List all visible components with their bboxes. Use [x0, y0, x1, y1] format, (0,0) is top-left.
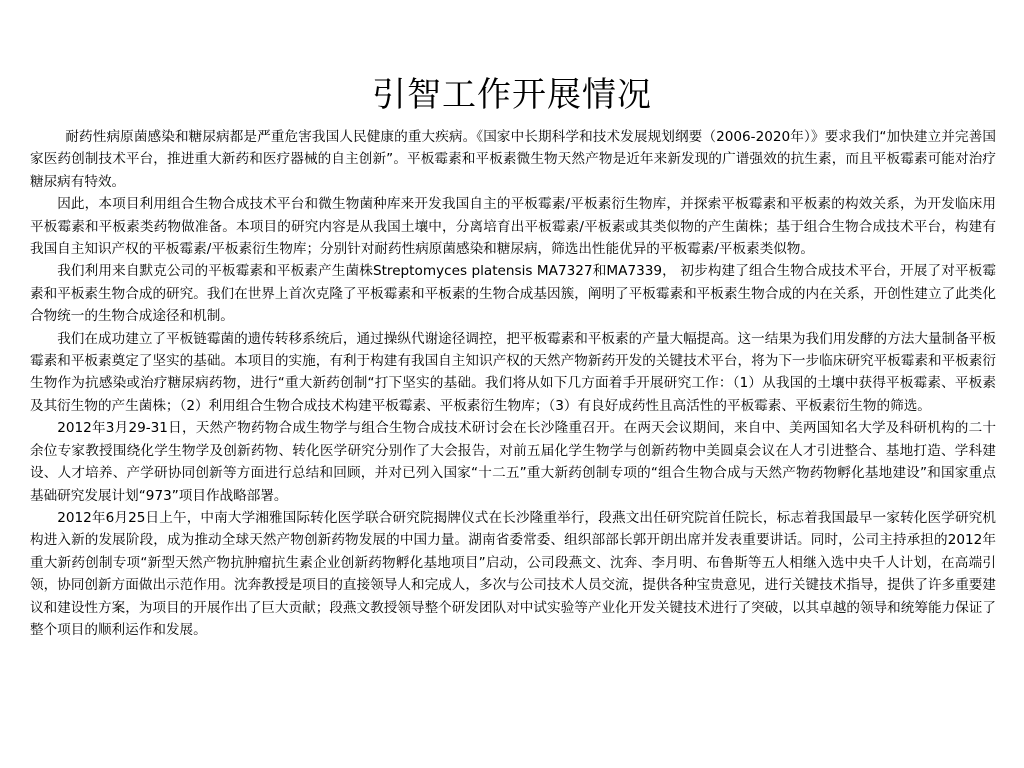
paragraph-project-content: 因此，本项目利用组合生物合成技术平台和微生物菌种库来开发我国自主的平板霉素/平板素衍生物库，并探索平板霉素和平板素的构效关系，为开发临床用平板霉素和平板素类药物做准备。本项目的研究内容是从我国土壤中，分离培育出平板霉素/平板素或其类似物的产生菌株；基于组合生物合成技术平台，构建有我国自主知识产权的平板霉素/平板素衍生物库；分别针对耐药性病原菌感染和糖尿病，筛选出性能优异的平板霉素/平板素类似物。: [30, 196, 996, 258]
slide-body: [30, 126, 996, 641]
paragraph-biosynthesis-research: 我们利用来自默克公司的平板霉素和平板素产生菌株Streptomyces platensis MA7327和MA7339， 初步构建了组合生物合成技术平台，开展了对平板霉素和平板素生物合成的研究。我们在世界上首次克隆了平板霉素和平板素的生物合成基因簇，阐明了平板霉素和平板素生物合成的内在关系，开创性建立了此类化合物统一的生物合成途径和机制。: [30, 263, 996, 325]
paragraph-yield-improvement: 我们在成功建立了平板链霉菌的遗传转移系统后，通过操纵代谢途径调控，把平板霉素和平板素的产量大幅提高。这一结果为我们用发酵的方法大量制备平板霉素和平板素奠定了坚实的基础。本项目的实施，有利于构建有我国自主知识产权的天然产物新药开发的关键技术平台，将为下一步临床研究平板霉素和平板素衍生物作为抗感染或治疗糖尿病药物，进行“重大新药创制“打下坚实的基础。我们将从如下几方面着手开展研究工作：（1）从我国的土壤中获得平板霉素、平板素及其衍生物的产生菌株；（2）利用组合生物合成技术构建平板霉素、平板素衍生物库；（3）有良好成药性且高活性的平板霉素、平板素衍生物的筛选。: [30, 330, 996, 414]
paragraph-institute-launch: 2012年6月25日上午，中南大学湘雅国际转化医学联合研究院揭牌仪式在长沙隆重举行，段燕文出任研究院首任院长，标志着我国最早一家转化医学研究机构进入新的发展阶段，成为推动全球天然产物创新药物发展的中国力量。湖南省委常委、组织部部长郭开朗出席并发表重要讲话。同时，公司主持承担的2012年重大新药创制专项“新型天然产物抗肿瘤抗生素企业创新药物孵化基地项目”启动，公司段燕文、沈奔、李月明、布鲁斯等五人相继入选中央千人计划，在高端引领，协同创新方面做出示范作用。沈奔教授是项目的直接领导人和完成人，多次与公司技术人员交流，提供各种宝贵意见，进行关键技术指导，提供了许多重要建议和建设性方案，为项目的开展作出了巨大贡献；段燕文教授领导整个研发团队对中试实验等产业化开发关键技术进行了突破，以其卓越的领导和统筹能力保证了整个项目的顺利运作和发展。: [30, 509, 996, 638]
paragraph-background: 耐药性病原菌感染和糖尿病都是严重危害我国人民健康的重大疾病。《国家中长期科学和技术发展规划纲要（2006-2020年）》要求我们“加快建立并完善国家医药创制技术平台，推进重大新药和医疗器械的自主创新”。平板霉素和平板素微生物天然产物是近年来新发现的广谱强效的抗生素，而且平板霉素可能对治疗糖尿病有特效。: [30, 129, 996, 190]
paragraph-symposium: 2012年3月29-31日，天然产物药物合成生物学与组合生物合成技术研讨会在长沙隆重召开。在两天会议期间，来自中、美两国知名大学及科研机构的二十余位专家教授围绕化学生物学及创新药物、转化医学研究分别作了大会报告，对前五届化学生物学与创新药物中美圆桌会议在人才引进整合、基地打造、学科建设、人才培养、产学研协同创新等方面进行总结和回顾，并对已列入国家“十二五”重大新药创制专项的“组合生物合成与天然产物药物孵化基地建设”和国家重点基础研究发展计划“973”项目作战略部署。: [30, 420, 996, 504]
slide-title: 引智工作开展情况: [372, 74, 652, 115]
